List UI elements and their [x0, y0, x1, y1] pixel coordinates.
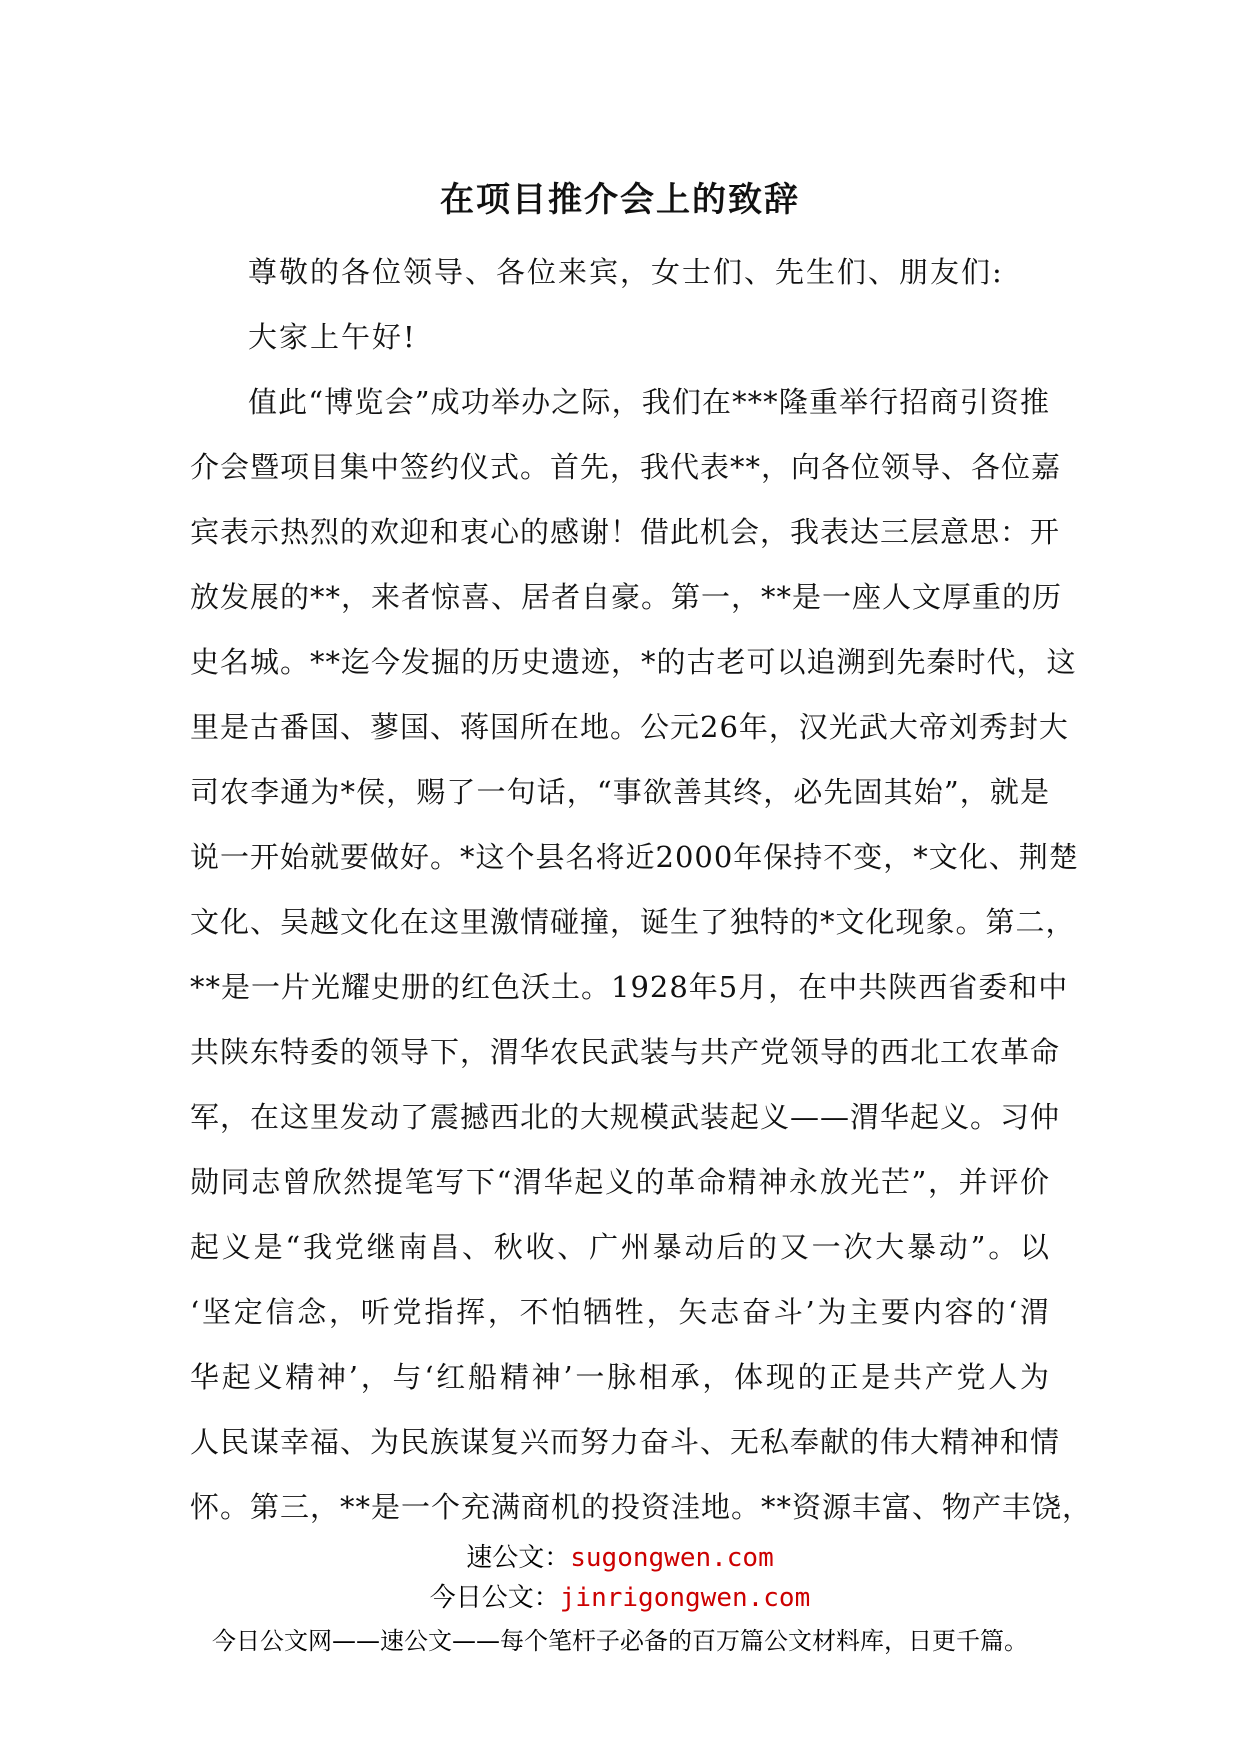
paragraph-line: 起义是“我党继南昌、秋收、广州暴动后的又一次大暴动”。以 — [190, 1230, 1050, 1264]
paragraph-line: 史名城。**迄今发掘的历史遗迹，*的古老可以追溯到先秦时代，这 — [190, 645, 1077, 679]
footer-sugongwen-link[interactable]: sugongwen.com — [570, 1543, 774, 1573]
paragraph-line: 共陕东特委的领导下，渭华农民武装与共产党领导的西北工农革命 — [190, 1035, 1061, 1069]
paragraph-line: 人民谋幸福、为民族谋复兴而努力奋斗、无私奉献的伟大精神和情 — [190, 1425, 1061, 1459]
footer-tagline: 今日公文网——速公文——每个笔杆子必备的百万篇公文材料库，日更千篇。 — [212, 1627, 1028, 1655]
paragraph-line: 宾表示热烈的欢迎和衷心的感谢！借此机会，我表达三层意思：开 — [190, 515, 1061, 549]
footer-jinrigongwen-label: 今日公文： — [429, 1583, 560, 1613]
paragraph-line: 文化、吴越文化在这里激情碰撞，诞生了独特的*文化现象。第二， — [190, 905, 1076, 939]
footer-sugongwen — [0, 1537, 1240, 1574]
paragraph-line: 军，在这里发动了震撼西北的大规模武装起义——渭华起义。习仲 — [190, 1100, 1061, 1134]
document-body — [190, 240, 1093, 1540]
paragraph-line: 说一开始就要做好。*这个县名将近2000年保持不变，*文化、荆楚 — [190, 840, 1079, 874]
paragraph-line: 勋同志曾欣然提笔写下“渭华起义的革命精神永放光芒”，并评价 — [190, 1165, 1050, 1199]
footer-jinrigongwen-link[interactable]: jinrigongwen.com — [559, 1583, 811, 1613]
paragraph-line: 怀。第三，**是一个充满商机的投资洼地。**资源丰富、物产丰饶， — [190, 1490, 1093, 1524]
paragraph-line: 里是古番国、蓼国、蒋国所在地。公元26年，汉光武大帝刘秀封大 — [190, 710, 1069, 744]
document-title: 在项目推介会上的致辞 — [440, 180, 800, 220]
paragraph-line: 华起义精神’，与‘红船精神’一脉相承，体现的正是共产党人为 — [190, 1360, 1050, 1394]
paragraph-line: 司农李通为*侯，赐了一句话，“事欲善其终，必先固其始”，就是 — [190, 775, 1050, 809]
footer-sugongwen-label: 速公文： — [466, 1543, 571, 1573]
paragraph-line: **是一片光耀史册的红色沃土。1928年5月，在中共陕西省委和中 — [190, 970, 1069, 1004]
paragraph-line: ‘坚定信念，听党指挥，不怕牺牲，矢志奋斗’为主要内容的‘渭 — [190, 1295, 1050, 1329]
paragraph-line: 放发展的**，来者惊喜、居者自豪。第一，**是一座人文厚重的历 — [190, 580, 1063, 614]
greeting: 大家上午好! — [248, 320, 417, 354]
paragraph-line: 值此“博览会”成功举办之际，我们在***隆重举行招商引资推 — [248, 385, 1050, 419]
footer-jinrigongwen — [0, 1577, 1240, 1614]
paragraph-line: 介会暨项目集中签约仪式。首先，我代表**，向各位领导、各位嘉 — [190, 450, 1062, 484]
salutation: 尊敬的各位领导、各位来宾，女士们、先生们、朋友们: — [248, 255, 1004, 289]
